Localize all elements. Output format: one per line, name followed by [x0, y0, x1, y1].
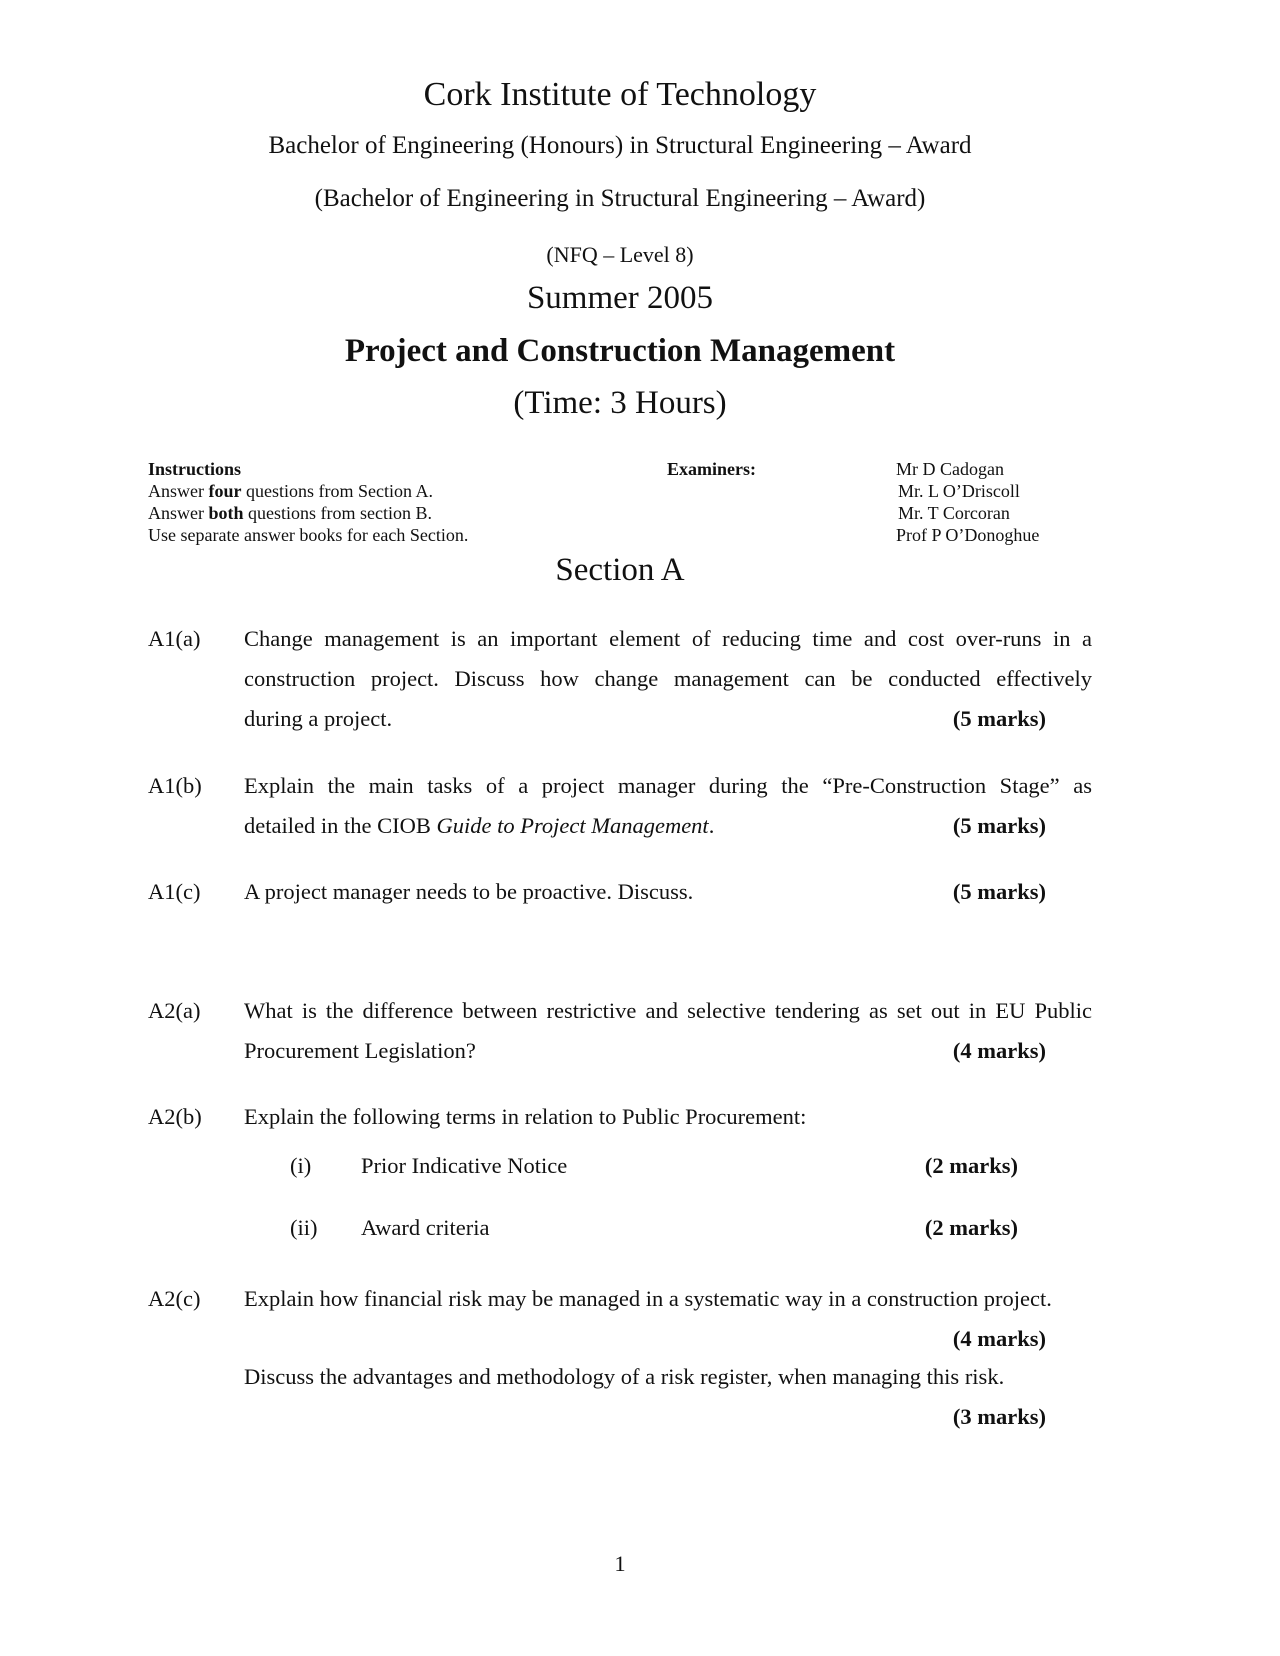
- sub-item-number: (i): [290, 1153, 312, 1178]
- question-text-line: What is the difference between restrictive and selective tendering as set out in EU Public: [244, 998, 1092, 1023]
- sub-item-text: Award criteria: [361, 1215, 490, 1240]
- examiner-name: Mr D Cadogan: [896, 459, 1004, 479]
- question-text-line: construction project. Discuss how change management can be conducted effectively: [244, 666, 1092, 691]
- question-text-line: Explain how financial risk may be managed in a systematic way in a construction project.: [244, 1286, 1052, 1311]
- marks-label: (4 marks): [952, 1038, 1046, 1063]
- institute-title: Cork Institute of Technology: [423, 76, 817, 113]
- exam-session: Summer 2005: [526, 280, 714, 316]
- sub-item-text: Prior Indicative Notice: [361, 1153, 568, 1178]
- question-text-line: during a project.: [244, 706, 393, 731]
- section-a-title: Section A: [555, 552, 685, 588]
- question-text-line: A project manager needs to be proactive. Discuss.: [244, 879, 694, 904]
- subject-title: Project and Construction Management: [344, 333, 896, 369]
- question-text-line: Procurement Legislation?: [244, 1038, 476, 1063]
- marks-label: (2 marks): [924, 1153, 1018, 1178]
- marks-label: (5 marks): [952, 813, 1046, 838]
- question-label: A1(b): [148, 773, 202, 798]
- question-text-line: Explain the main tasks of a project manager during the “Pre-Construction Stage” as: [244, 773, 1092, 798]
- instruction-line-3: Use separate answer books for each Section.: [148, 525, 469, 545]
- sub-item-number: (ii): [290, 1215, 318, 1240]
- degree-title: Bachelor of Engineering (Honours) in Structural Engineering – Award: [268, 132, 972, 159]
- question-label: A2(c): [148, 1286, 201, 1311]
- instruction-line-2: Answer both questions from section B.: [148, 503, 432, 523]
- examiner-name: Prof P O’Donoghue: [896, 525, 1040, 545]
- question-text-line: Discuss the advantages and methodology of a risk register, when managing this risk.: [244, 1364, 1005, 1389]
- degree-alt-title: (Bachelor of Engineering in Structural Engineering – Award): [314, 185, 926, 212]
- question-text-line: detailed in the CIOB Guide to Project Management.: [244, 813, 715, 838]
- question-label: A1(c): [148, 879, 201, 904]
- marks-label: (4 marks): [952, 1326, 1046, 1351]
- question-label: A2(b): [148, 1104, 202, 1129]
- instructions-heading: Instructions: [148, 459, 242, 479]
- nfq-level: (NFQ – Level 8): [546, 242, 694, 267]
- marks-label: (3 marks): [952, 1404, 1046, 1429]
- examiner-name: Mr. T Corcoran: [898, 503, 1010, 523]
- examiner-name: Mr. L O’Driscoll: [898, 481, 1020, 501]
- question-text-line: Explain the following terms in relation to Public Procurement:: [244, 1104, 807, 1129]
- question-text-line: Change management is an important element of reducing time and cost over-runs in a: [244, 626, 1092, 651]
- question-label: A2(a): [148, 998, 201, 1023]
- instruction-line-1: Answer four questions from Section A.: [148, 481, 433, 501]
- marks-label: (2 marks): [924, 1215, 1018, 1240]
- page-number: 1: [614, 1551, 626, 1576]
- marks-label: (5 marks): [952, 879, 1046, 904]
- exam-duration: (Time: 3 Hours): [513, 385, 727, 421]
- marks-label: (5 marks): [952, 706, 1046, 731]
- examiners-label: Examiners:: [667, 459, 756, 479]
- question-label: A1(a): [148, 626, 201, 651]
